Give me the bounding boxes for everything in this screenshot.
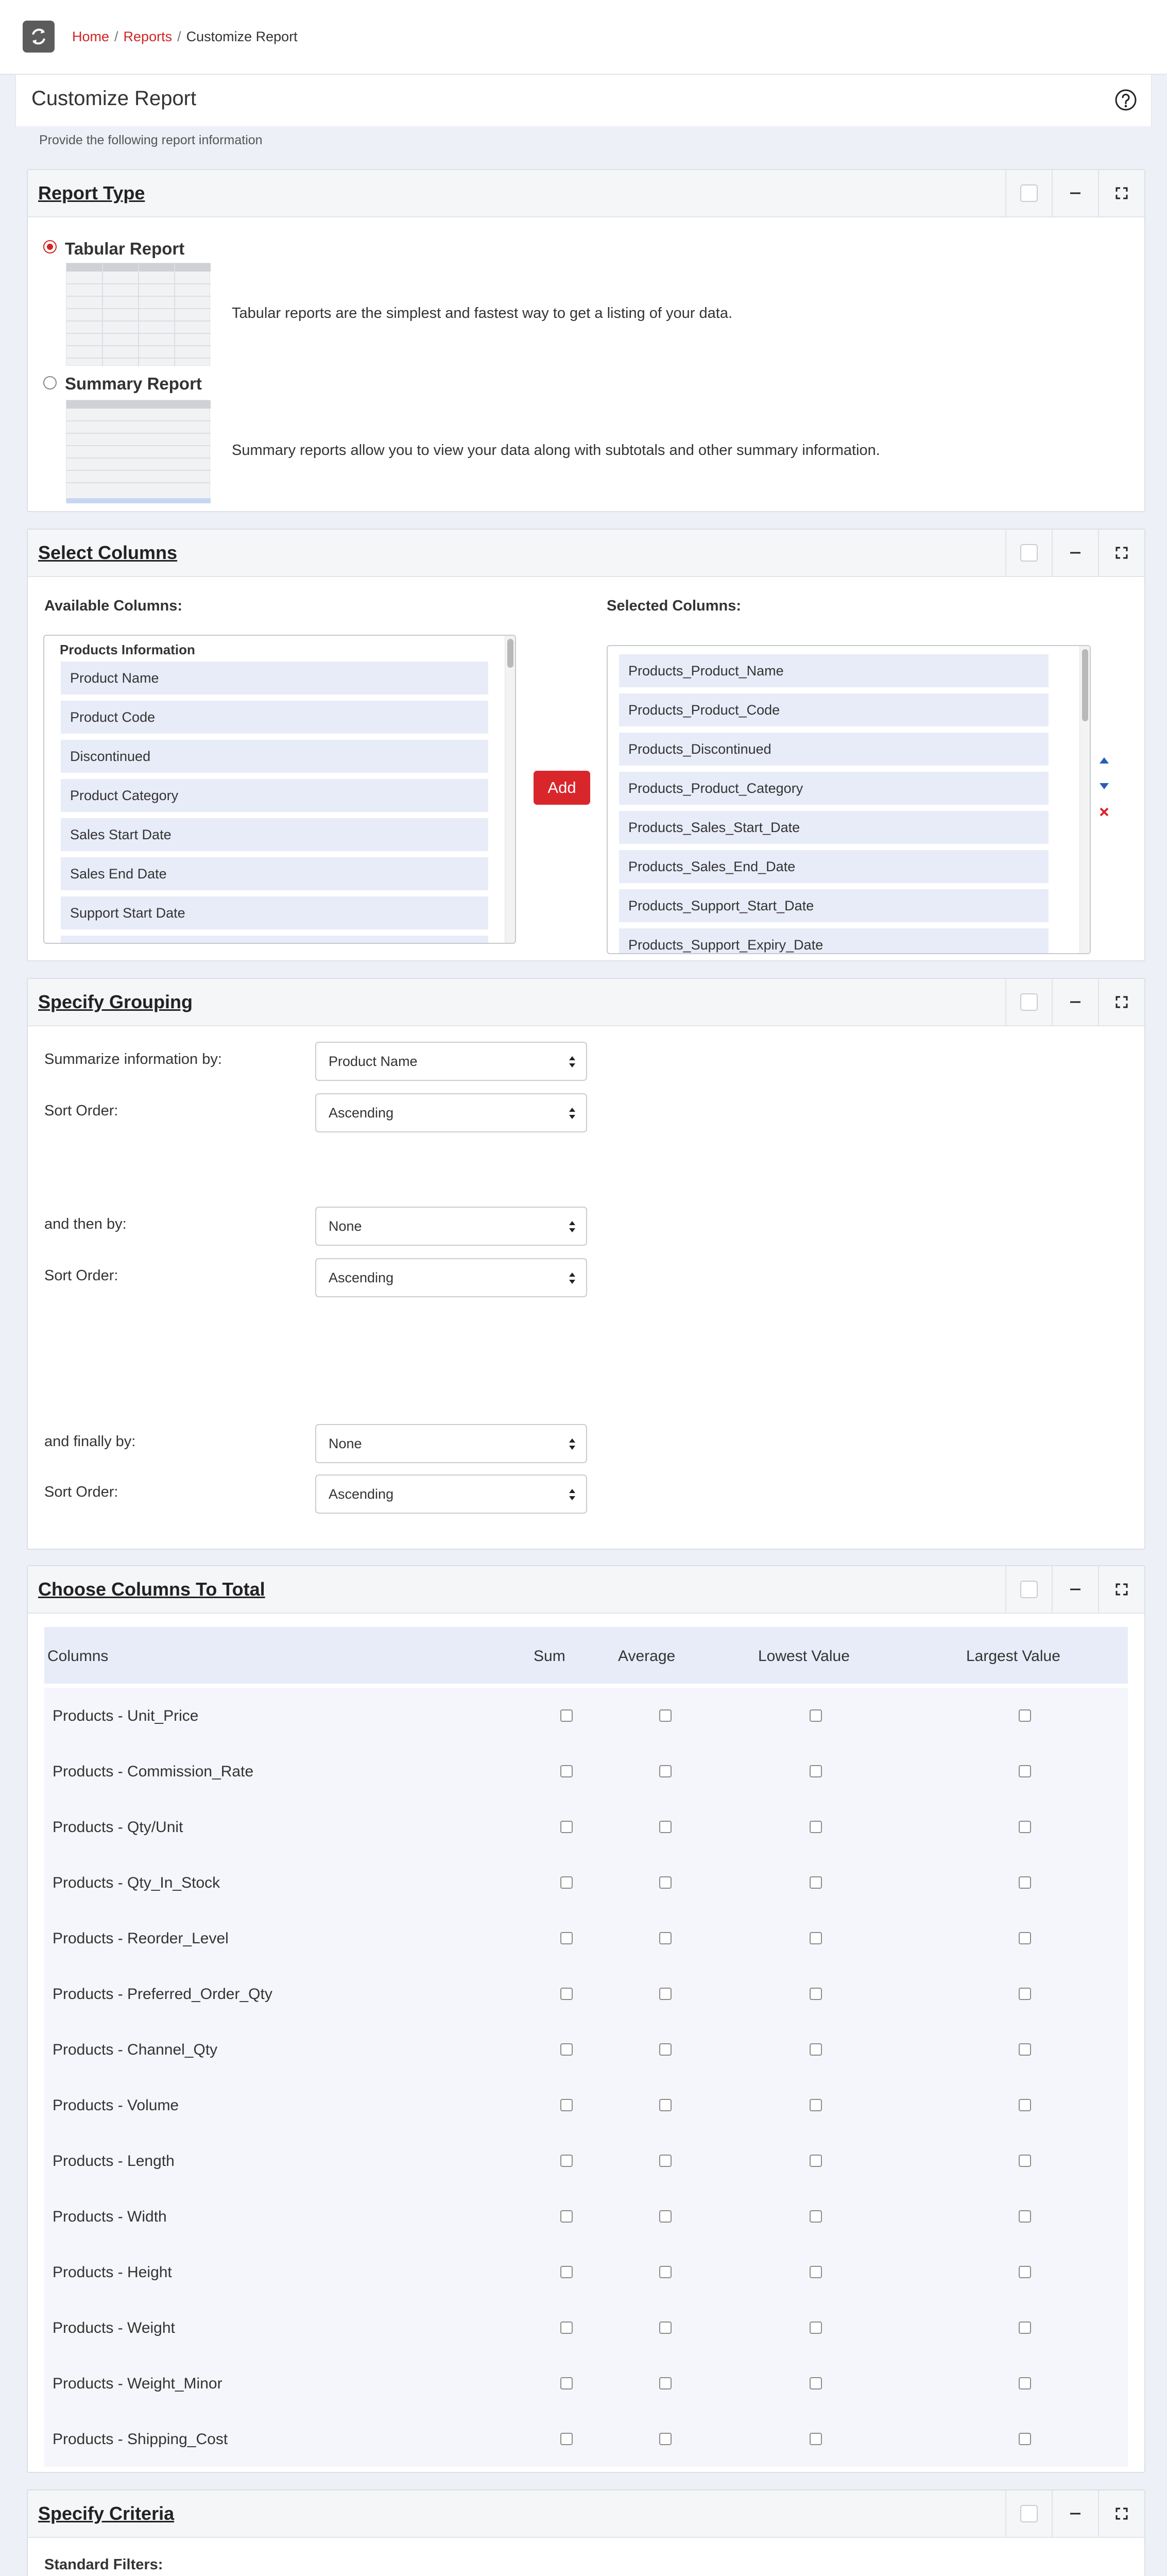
total-column-label: Products - Shipping_Cost (53, 2431, 228, 2448)
table-row (44, 1910, 1128, 1966)
average-checkbox[interactable] (659, 1821, 672, 1833)
page-title: Customize Report (31, 87, 197, 110)
total-column-label: Products - Qty/Unit (53, 1819, 183, 1836)
breadcrumb-reports[interactable]: Reports (123, 29, 173, 44)
sort-arrows-icon (569, 1220, 576, 1233)
lowest-value-checkbox[interactable] (810, 1709, 822, 1722)
total-column-label: Products - Channel_Qty (53, 2041, 218, 2058)
sum-checkbox[interactable] (560, 1932, 573, 1944)
largest-value-checkbox[interactable] (1019, 2043, 1031, 2056)
select-value: None (329, 1436, 362, 1451)
average-checkbox[interactable] (659, 1988, 672, 2000)
column-header-sum: Sum (534, 1648, 565, 1665)
table-row (44, 2189, 1128, 2244)
tabular-report-description: Tabular reports are the simplest and fastest way to get a listing of your data. (232, 305, 733, 321)
scrollbar-thumb[interactable] (507, 639, 513, 668)
checkbox-icon (1020, 184, 1038, 202)
average-checkbox[interactable] (659, 2043, 672, 2056)
panel-select-button[interactable] (1005, 170, 1052, 216)
average-checkbox[interactable] (659, 2377, 672, 2389)
panel-title: Choose Columns To Total (38, 1579, 265, 1600)
page-header (15, 75, 1152, 126)
criteria-panel (27, 2489, 1145, 2576)
panel-select-button[interactable] (1005, 1566, 1052, 1613)
sum-checkbox[interactable] (560, 1765, 573, 1777)
expand-icon (1114, 2506, 1129, 2521)
available-column-item[interactable]: Product Category (61, 779, 488, 812)
table-row (44, 1855, 1128, 1910)
panel-header (28, 530, 1144, 577)
panel-collapse-button[interactable] (1052, 979, 1098, 1025)
total-column-label: Products - Height (53, 2264, 172, 2281)
selected-column-item[interactable]: Products_Support_Expiry_Date (619, 928, 1049, 954)
add-column-button[interactable]: Add (534, 771, 590, 805)
summary-preview-icon (66, 400, 211, 503)
checkbox-icon (1020, 1581, 1038, 1598)
panel-fullscreen-button[interactable] (1098, 979, 1144, 1025)
sort-arrows-icon (569, 1272, 576, 1285)
panel-collapse-button[interactable] (1052, 1566, 1098, 1613)
summary-report-description: Summary reports allow you to view your data along with subtotals and other summary information. (232, 442, 880, 459)
checkbox-icon (1020, 2505, 1038, 2522)
refresh-icon (23, 21, 55, 53)
lowest-value-checkbox[interactable] (810, 2266, 822, 2278)
table-row (44, 2411, 1128, 2467)
column-header-average: Average (618, 1648, 676, 1665)
total-column-label: Products - Commission_Rate (53, 1763, 254, 1780)
lowest-value-checkbox[interactable] (810, 2099, 822, 2111)
then-by-label: and then by: (44, 1216, 127, 1232)
panel-select-button[interactable] (1005, 530, 1052, 576)
finally-by-select[interactable] (315, 1424, 587, 1463)
sum-checkbox[interactable] (560, 1709, 573, 1722)
total-column-label: Products - Volume (53, 2097, 179, 2114)
largest-value-checkbox[interactable] (1019, 2433, 1031, 2445)
selected-column-item[interactable]: Products_Product_Code (619, 693, 1049, 726)
sum-checkbox[interactable] (560, 1876, 573, 1889)
largest-value-checkbox[interactable] (1019, 2210, 1031, 2223)
available-column-item[interactable]: Product Code (61, 701, 488, 734)
average-checkbox[interactable] (659, 1765, 672, 1777)
largest-value-checkbox[interactable] (1019, 2155, 1031, 2167)
lowest-value-checkbox[interactable] (810, 2377, 822, 2389)
table-row (44, 2077, 1128, 2133)
available-column-item[interactable]: Sales Start Date (61, 818, 488, 851)
total-column-label: Products - Weight_Minor (53, 2375, 222, 2392)
sort-order-select-2[interactable] (315, 1258, 587, 1297)
average-checkbox[interactable] (659, 1932, 672, 1944)
panel-header (28, 1566, 1144, 1614)
table-row (44, 1688, 1128, 1743)
panel-controls (1005, 979, 1144, 1025)
refresh-button[interactable] (23, 21, 55, 53)
available-column-item[interactable]: Product Name (61, 662, 488, 694)
page-subtitle: Provide the following report information (39, 133, 263, 147)
summarize-by-select[interactable] (315, 1042, 587, 1081)
sort-arrows-icon (569, 1437, 576, 1451)
report-type-panel (27, 169, 1145, 512)
sort-arrows-icon (569, 1107, 576, 1120)
average-checkbox[interactable] (659, 1876, 672, 1889)
largest-value-checkbox[interactable] (1019, 1765, 1031, 1777)
average-checkbox[interactable] (659, 1709, 672, 1722)
total-column-label: Products - Length (53, 2153, 175, 2170)
panel-header (28, 2490, 1144, 2538)
available-columns-label: Available Columns: (44, 598, 183, 614)
checkbox-icon (1020, 544, 1038, 562)
sort-arrows-icon (569, 1488, 576, 1501)
total-column-label: Products - Width (53, 2208, 167, 2225)
panel-controls (1005, 170, 1144, 216)
list-group-label: Products Information (60, 642, 195, 657)
largest-value-checkbox[interactable] (1019, 2266, 1031, 2278)
table-row (44, 2244, 1128, 2300)
breadcrumb-current: Customize Report (186, 29, 298, 44)
tabular-report-label[interactable]: Tabular Report (65, 239, 185, 258)
standard-filters-label: Standard Filters: (44, 2556, 163, 2573)
average-checkbox[interactable] (659, 2155, 672, 2167)
panel-fullscreen-button[interactable] (1098, 1566, 1144, 1613)
sort-order-label: Sort Order: (44, 1103, 118, 1119)
finally-by-label: and finally by: (44, 1433, 136, 1450)
average-checkbox[interactable] (659, 2433, 672, 2445)
panel-title: Specify Criteria (38, 2503, 175, 2524)
largest-value-checkbox[interactable] (1019, 1988, 1031, 2000)
minus-icon (1068, 1582, 1083, 1597)
minus-icon (1068, 995, 1083, 1009)
table-row (44, 2355, 1128, 2411)
totals-panel (27, 1565, 1145, 2473)
lowest-value-checkbox[interactable] (810, 1876, 822, 1889)
panel-controls (1005, 2490, 1144, 2537)
sort-order-select-1[interactable] (315, 1093, 587, 1132)
largest-value-checkbox[interactable] (1019, 2321, 1031, 2334)
sort-arrows-icon (569, 1055, 576, 1069)
expand-icon (1114, 546, 1129, 560)
table-row (44, 1799, 1128, 1855)
top-bar (0, 0, 1167, 75)
panel-collapse-button[interactable] (1052, 2490, 1098, 2537)
total-column-label: Products - Preferred_Order_Qty (53, 1986, 272, 2003)
panel-select-button[interactable] (1005, 2490, 1052, 2537)
selected-column-item[interactable]: Products_Product_Name (619, 654, 1049, 687)
select-columns-panel (27, 529, 1145, 961)
panel-controls (1005, 530, 1144, 576)
panel-title: Specify Grouping (38, 991, 193, 1012)
move-down-icon[interactable] (1098, 781, 1110, 791)
then-by-select[interactable] (315, 1207, 587, 1246)
sum-checkbox[interactable] (560, 2043, 573, 2056)
scrollbar[interactable] (1079, 646, 1090, 953)
panel-header (28, 170, 1144, 217)
select-value: Ascending (329, 1270, 394, 1285)
summary-report-radio[interactable] (43, 376, 57, 389)
panel-header (28, 979, 1144, 1026)
sum-checkbox[interactable] (560, 2433, 573, 2445)
minus-icon (1068, 186, 1083, 200)
average-checkbox[interactable] (659, 2266, 672, 2278)
lowest-value-checkbox[interactable] (810, 1765, 822, 1777)
sum-checkbox[interactable] (560, 2210, 573, 2223)
select-value: Ascending (329, 1105, 394, 1121)
select-value: None (329, 1218, 362, 1234)
largest-value-checkbox[interactable] (1019, 2377, 1031, 2389)
breadcrumb-separator: / (114, 29, 118, 44)
tabular-report-thumbnail (66, 263, 210, 366)
scrollbar[interactable] (505, 636, 515, 943)
summarize-by-label: Summarize information by: (44, 1051, 222, 1067)
sum-checkbox[interactable] (560, 1821, 573, 1833)
lowest-value-checkbox[interactable] (810, 1988, 822, 2000)
sort-order-label: Sort Order: (44, 1267, 118, 1284)
table-row (44, 2022, 1128, 2077)
selected-columns-list[interactable] (607, 645, 1091, 954)
largest-value-checkbox[interactable] (1019, 2099, 1031, 2111)
lowest-value-checkbox[interactable] (810, 2321, 822, 2334)
total-column-label: Products - Reorder_Level (53, 1930, 229, 1947)
available-column-item[interactable]: Discontinued (61, 740, 488, 773)
sum-checkbox[interactable] (560, 2377, 573, 2389)
table-row (44, 1743, 1128, 1799)
move-up-icon[interactable] (1098, 755, 1110, 766)
selected-column-item[interactable]: Products_Product_Category (619, 772, 1049, 805)
column-header-largest: Largest Value (966, 1648, 1060, 1665)
sum-checkbox[interactable] (560, 2155, 573, 2167)
grouping-panel (27, 978, 1145, 1550)
average-checkbox[interactable] (659, 2321, 672, 2334)
available-columns-list[interactable] (43, 635, 516, 944)
available-column-item[interactable] (61, 936, 488, 944)
available-column-item[interactable]: Support Start Date (61, 896, 488, 929)
table-row (44, 2133, 1128, 2189)
scrollbar-thumb[interactable] (1082, 649, 1088, 721)
selected-column-item[interactable]: Products_Discontinued (619, 733, 1049, 766)
tabular-report-radio[interactable] (43, 240, 57, 253)
minus-icon (1068, 2506, 1083, 2521)
column-header-lowest: Lowest Value (758, 1648, 850, 1665)
table-row (44, 2300, 1128, 2355)
summary-report-thumbnail (66, 400, 210, 503)
sum-checkbox[interactable] (560, 2099, 573, 2111)
minus-icon (1068, 546, 1083, 560)
largest-value-checkbox[interactable] (1019, 1876, 1031, 1889)
selected-column-item[interactable]: Products_Sales_End_Date (619, 850, 1049, 883)
totals-table-header (44, 1627, 1128, 1684)
lowest-value-checkbox[interactable] (810, 2210, 822, 2223)
panel-fullscreen-button[interactable] (1098, 2490, 1144, 2537)
select-value: Product Name (329, 1054, 418, 1069)
panel-collapse-button[interactable] (1052, 530, 1098, 576)
selected-column-item[interactable]: Products_Support_Start_Date (619, 889, 1049, 922)
table-preview-icon (66, 263, 211, 366)
lowest-value-checkbox[interactable] (810, 1932, 822, 1944)
selected-column-item[interactable]: Products_Sales_Start_Date (619, 811, 1049, 844)
panel-fullscreen-button[interactable] (1098, 170, 1144, 216)
column-header-columns: Columns (47, 1648, 109, 1665)
sum-checkbox[interactable] (560, 2266, 573, 2278)
expand-icon (1114, 995, 1129, 1009)
lowest-value-checkbox[interactable] (810, 1821, 822, 1833)
breadcrumb-separator: / (177, 29, 181, 44)
lowest-value-checkbox[interactable] (810, 2155, 822, 2167)
largest-value-checkbox[interactable] (1019, 1821, 1031, 1833)
panel-title: Select Columns (38, 542, 178, 563)
expand-icon (1114, 1582, 1129, 1597)
panel-collapse-button[interactable] (1052, 170, 1098, 216)
average-checkbox[interactable] (659, 2210, 672, 2223)
panel-fullscreen-button[interactable] (1098, 530, 1144, 576)
largest-value-checkbox[interactable] (1019, 1709, 1031, 1722)
breadcrumb (72, 29, 298, 45)
panel-controls (1005, 1566, 1144, 1613)
breadcrumb-home[interactable]: Home (72, 29, 110, 44)
total-column-label: Products - Weight (53, 2319, 175, 2336)
summary-report-label[interactable]: Summary Report (65, 374, 202, 393)
sum-checkbox[interactable] (560, 1988, 573, 2000)
total-column-label: Products - Unit_Price (53, 1707, 199, 1724)
lowest-value-checkbox[interactable] (810, 2043, 822, 2056)
sort-order-label: Sort Order: (44, 1484, 118, 1500)
selected-columns-label: Selected Columns: (607, 598, 742, 614)
average-checkbox[interactable] (659, 2099, 672, 2111)
expand-icon (1114, 186, 1129, 200)
help-icon[interactable] (1114, 88, 1138, 112)
lowest-value-checkbox[interactable] (810, 2433, 822, 2445)
panel-title: Report Type (38, 182, 145, 204)
total-column-label: Products - Qty_In_Stock (53, 1874, 220, 1891)
available-column-item[interactable]: Sales End Date (61, 857, 488, 890)
remove-icon[interactable] (1098, 806, 1110, 818)
sort-order-select-3[interactable] (315, 1475, 587, 1514)
checkbox-icon (1020, 993, 1038, 1011)
panel-select-button[interactable] (1005, 979, 1052, 1025)
sum-checkbox[interactable] (560, 2321, 573, 2334)
largest-value-checkbox[interactable] (1019, 1932, 1031, 1944)
select-value: Ascending (329, 1486, 394, 1502)
table-row (44, 1966, 1128, 2022)
